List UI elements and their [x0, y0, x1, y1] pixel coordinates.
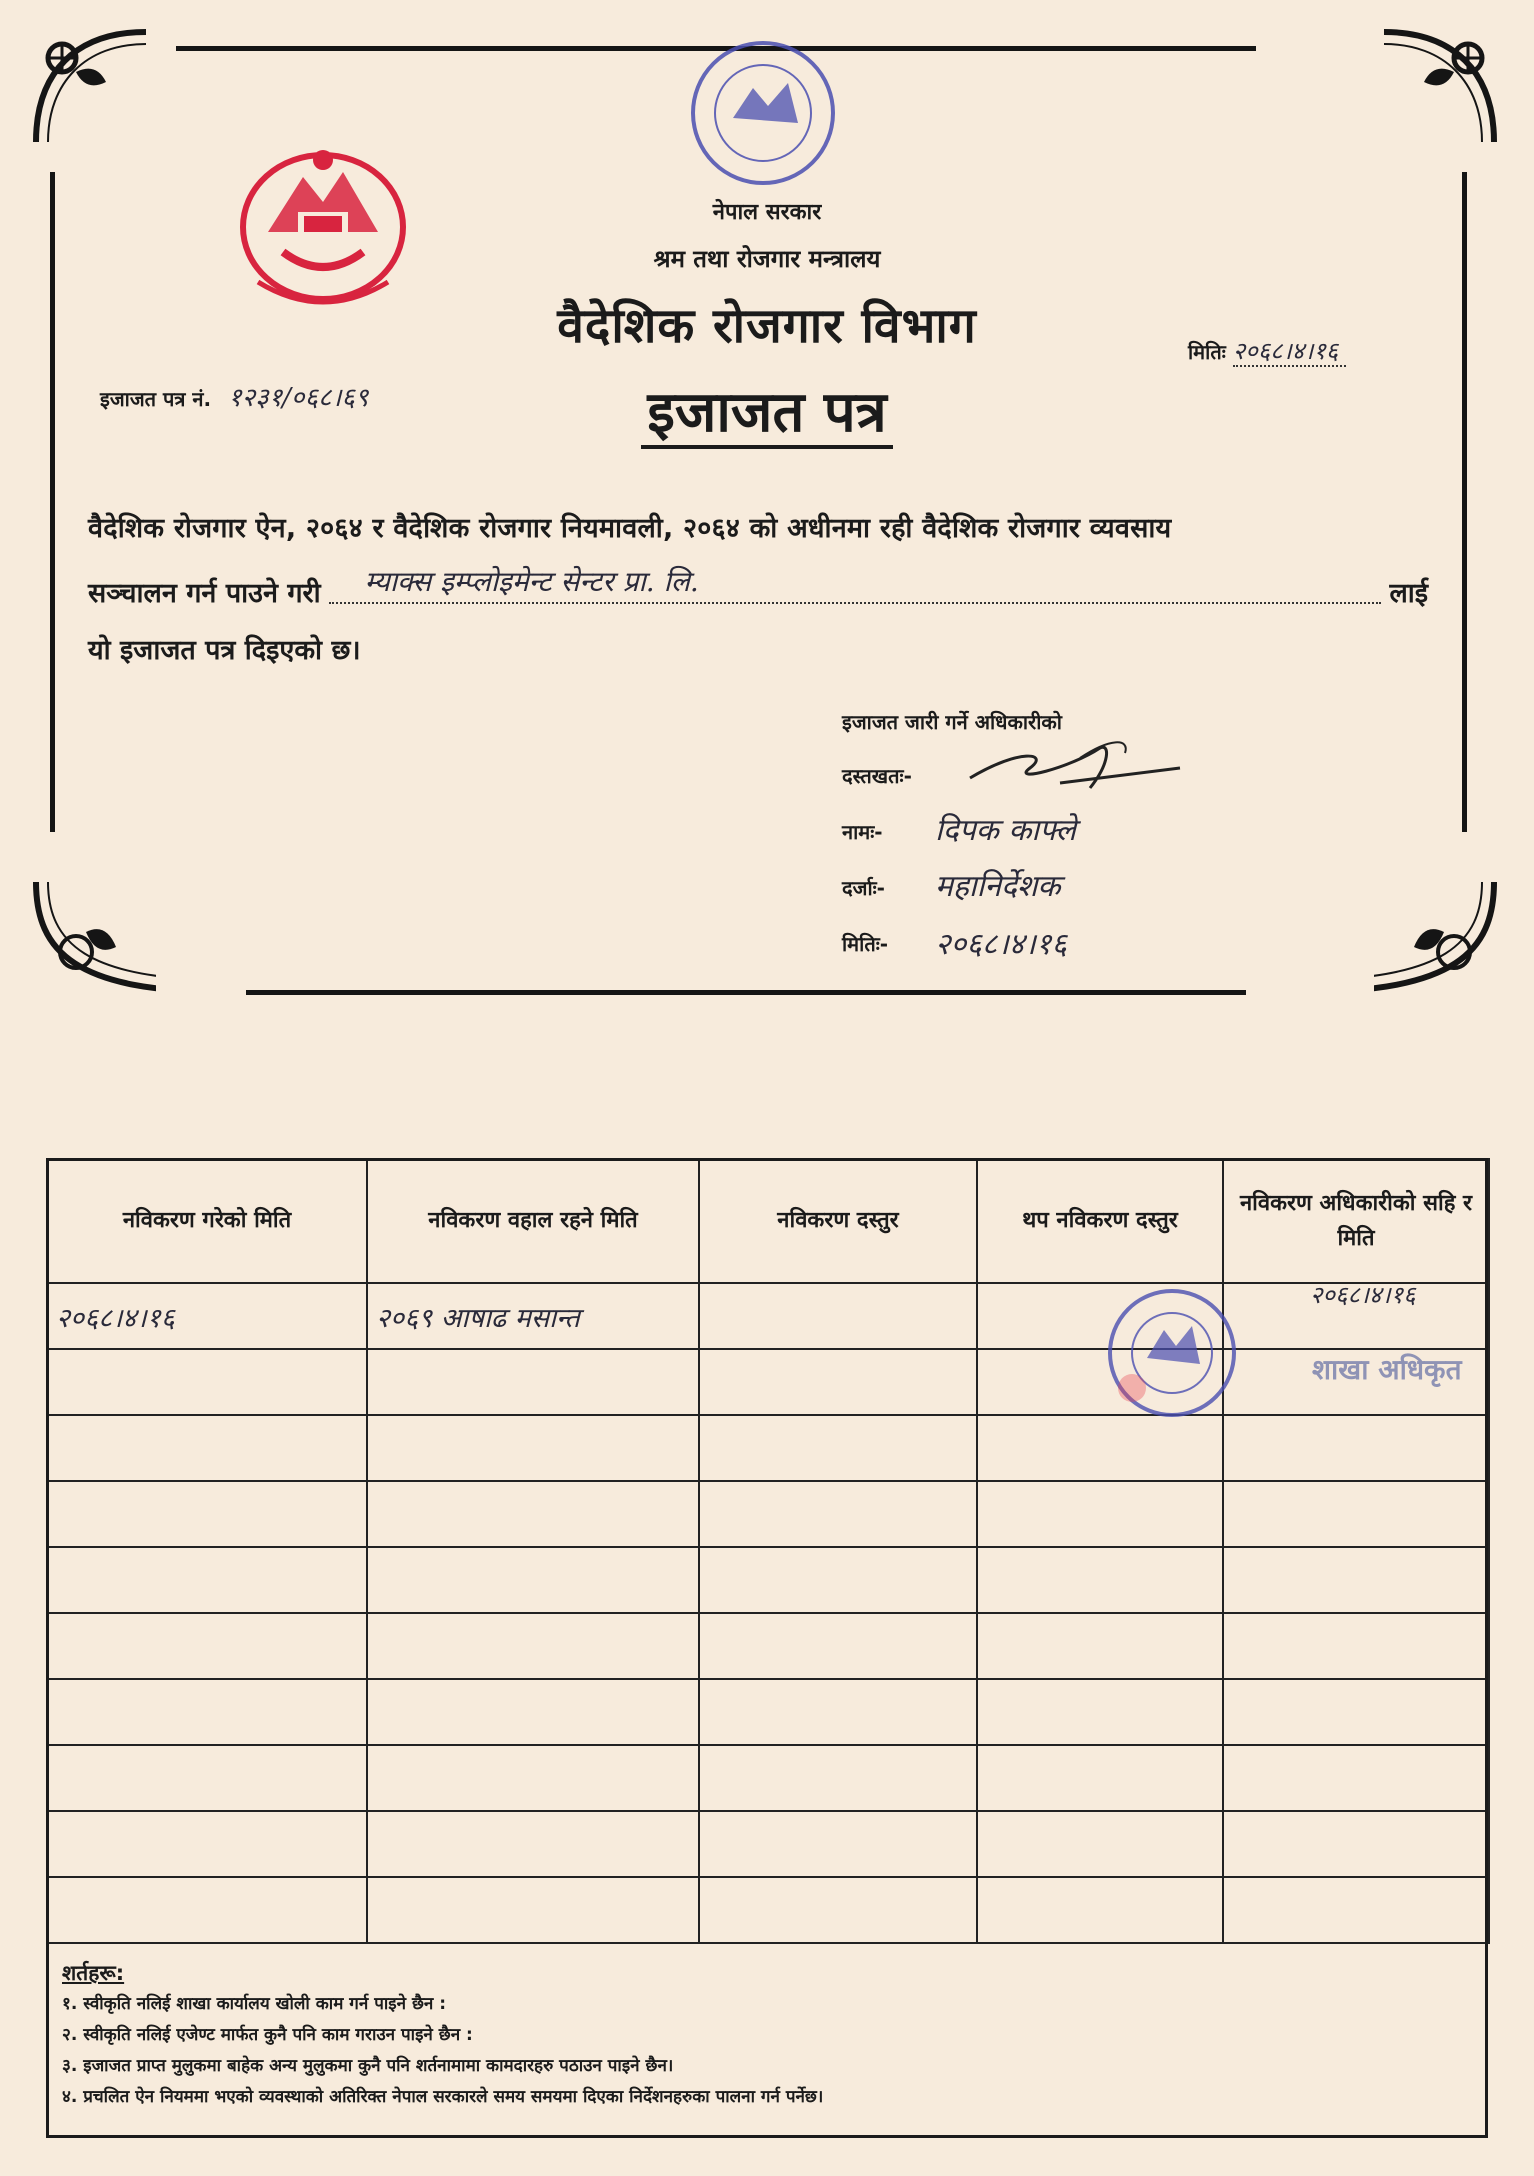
signature-label: दस्तखतः-: [842, 764, 912, 788]
table-cell: [699, 1613, 977, 1679]
table-cell: [977, 1745, 1223, 1811]
table-cell: [367, 1679, 699, 1745]
ornament-corner-icon: [1374, 872, 1504, 1002]
table-cell: [47, 1481, 367, 1547]
table-header-row: [47, 1159, 1489, 1283]
table-cell: [47, 1547, 367, 1613]
table-row: [47, 1481, 1489, 1547]
table-cell: [367, 1415, 699, 1481]
table-cell: २०६९ आषाढ मसान्त: [367, 1283, 699, 1349]
column-header: नविकरण गरेको मिति: [47, 1159, 367, 1283]
condition-item: ३. इजाजत प्राप्त मुलुकमा बाहेक अन्य मुलुकमा कुनै पनि शर्तनामामा कामदारहरु पठाउन पाइने छैन।: [62, 2056, 674, 2076]
table-cell: [699, 1811, 977, 1877]
table-cell: [367, 1745, 699, 1811]
name-label: नामः-: [842, 820, 883, 844]
table-cell: [699, 1481, 977, 1547]
table-cell: [47, 1349, 367, 1415]
authority-rank-value: महानिर्देशक: [935, 869, 1061, 904]
government-heading: नेपाल सरकार: [712, 200, 822, 225]
renewal-stamp-icon: [1092, 1268, 1282, 1438]
condition-item: १. स्वीकृति नलिई शाखा कार्यालय खोली काम गर्न पाइने छैन :: [62, 1994, 447, 2014]
condition-item: २. स्वीकृति नलिई एजेण्ट मार्फत कुनै पनि काम गराउन पाइने छैन :: [62, 2025, 473, 2045]
table-cell: [699, 1415, 977, 1481]
table-cell: [1223, 1481, 1489, 1547]
table-row: [47, 1613, 1489, 1679]
column-header: नविकरण वहाल रहने मिति: [367, 1159, 699, 1283]
table-row: [47, 1745, 1489, 1811]
table-cell: [1223, 1877, 1489, 1943]
table-cell: [367, 1877, 699, 1943]
department-heading: वैदेशिक रोजगार विभाग: [557, 298, 977, 354]
table-cell: [977, 1679, 1223, 1745]
body-line-2-prefix: सञ्चालन गर्न पाउने गरी: [88, 578, 321, 609]
table-cell: [699, 1679, 977, 1745]
ornament-corner-icon: [26, 872, 156, 1002]
table-cell: [47, 1613, 367, 1679]
table-cell: [47, 1811, 367, 1877]
company-name-field: [329, 566, 1382, 604]
table-cell: [699, 1349, 977, 1415]
column-header: नविकरण दस्तुर: [699, 1159, 977, 1283]
table-cell: [977, 1811, 1223, 1877]
table-cell: [367, 1547, 699, 1613]
authority-heading: इजाजत जारी गर्ने अधिकारीको: [842, 710, 1062, 734]
table-row: [47, 1679, 1489, 1745]
table-cell: [1223, 1811, 1489, 1877]
column-header: थप नविकरण दस्तुर: [977, 1159, 1223, 1283]
table-cell: [1223, 1547, 1489, 1613]
renewal-signature-date: २०६८।४।१६: [1310, 1281, 1416, 1309]
company-name: म्याक्स इम्प्लोइमेन्ट सेन्टर प्रा. लि.: [364, 565, 699, 598]
table-cell: [367, 1349, 699, 1415]
date-value: २०६८।४।१६: [1233, 337, 1347, 367]
department-stamp-icon: [678, 28, 848, 198]
issue-date-value: २०६८।४।१६: [935, 927, 1067, 962]
condition-item: ४. प्रचलित ऐन नियममा भएको व्यवस्थाको अतिरिक्त नेपाल सरकारले समय समयमा दिएका निर्देशनहरुका पालना गर्न पर्नेछ।: [62, 2087, 824, 2107]
table-cell: [47, 1679, 367, 1745]
conditions-section: [62, 1958, 823, 2113]
table-cell: [1223, 1613, 1489, 1679]
table-cell: [367, 1811, 699, 1877]
table-cell: [977, 1481, 1223, 1547]
license-title: इजाजत पत्र: [641, 380, 892, 449]
signature-icon: [960, 728, 1190, 808]
certificate-body-line-1: वैदेशिक रोजगार ऐन, २०६४ र वैदेशिक रोजगार नियमावली, २०६४ को अधीनमा रही वैदेशिक रोजगार व्यवसाय: [88, 513, 1172, 544]
permit-number-value: १२३१/०६८।६९: [228, 383, 369, 413]
permit-number-label: इजाजत पत्र नं.: [100, 387, 212, 411]
table-cell: [47, 1415, 367, 1481]
ornament-corner-icon: [26, 22, 156, 152]
conditions-heading: शर्तहरू:: [62, 1961, 125, 1985]
table-cell: [699, 1547, 977, 1613]
table-cell: [367, 1613, 699, 1679]
table-cell: [699, 1877, 977, 1943]
certificate-body-line-3: यो इजाजत पत्र दिइएको छ।: [88, 635, 361, 666]
date-label: मितिः: [1188, 340, 1226, 364]
table-cell: [367, 1481, 699, 1547]
table-cell: [977, 1877, 1223, 1943]
authority-name-value: दिपक काफ्ले: [935, 813, 1076, 848]
rank-label: दर्जाः-: [842, 876, 885, 900]
table-cell: [699, 1745, 977, 1811]
frame-bottom-border: [246, 990, 1246, 995]
table-row: [47, 1877, 1489, 1943]
ministry-heading: श्रम तथा रोजगार मन्त्रालय: [653, 245, 881, 273]
ornament-corner-icon: [1374, 22, 1504, 152]
table-cell: [699, 1283, 977, 1349]
body-line-2-suffix: लाई: [1389, 578, 1428, 609]
permit-number-row: [100, 378, 368, 414]
certificate-body-line-2: [88, 566, 1428, 610]
issue-date-row: [1188, 334, 1346, 367]
renewal-stamp-text: शाखा अधिकृत: [1312, 1353, 1462, 1386]
table-cell: [47, 1877, 367, 1943]
issue-date-label: मितिः-: [842, 932, 889, 956]
table-cell: [977, 1613, 1223, 1679]
table-cell: [47, 1745, 367, 1811]
column-header: नविकरण अधिकारीको सहि र मिति: [1223, 1159, 1489, 1283]
table-row: [47, 1547, 1489, 1613]
table-row: [47, 1811, 1489, 1877]
table-cell: [1223, 1679, 1489, 1745]
table-cell: २०६८।४।१६: [47, 1283, 367, 1349]
table-cell: [977, 1547, 1223, 1613]
table-cell: [1223, 1745, 1489, 1811]
